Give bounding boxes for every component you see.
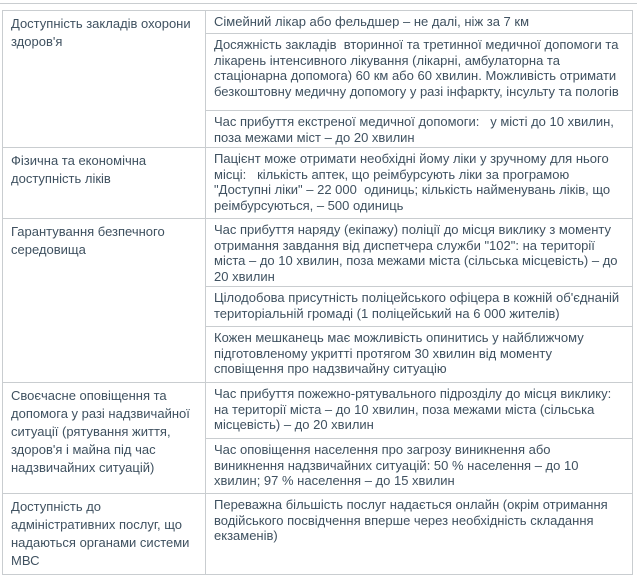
- item-cell-family-doctor: Сімейний лікар або фельдшер – не далі, ніж за 7 км: [206, 11, 633, 34]
- category-cell-medicine-access: Фізична та економічна доступність ліків: [3, 148, 206, 219]
- item-cell-police-presence: Цілодобова присутність поліцейського офіцера в кожній об'єднаній територіальній громаді (1 поліцейський на 6 000 жителів): [206, 287, 633, 327]
- top-rule: [0, 3, 637, 4]
- item-cell-shelter-access: Кожен мешканець має можливість опинитись у найближчому підготовленому укритті протягом 30 хвилин від моменту сповіщення про надзвичайну ситуацію: [206, 327, 633, 383]
- category-cell-safe-environment: Гарантування безпечного середовища: [3, 219, 206, 383]
- category-cell-health-facilities: Доступність закладів охорони здоров'я: [3, 11, 206, 148]
- item-cell-fire-rescue-arrival: Час прибуття пожежно-рятувального підрозділу до місця виклику: на території міста – до 10 хвилин, поза межами міста (сільська місцевість) – до 20 хвилин: [206, 383, 633, 439]
- category-cell-admin-services: Доступність до адміністративних послуг, що надаються органами системи МВС: [3, 494, 206, 575]
- item-cell-emergency-arrival: Час прибуття екстреної медичної допомоги: у місті до 10 хвилин, поза межами міст – до 20 хвилин: [206, 111, 633, 148]
- item-cell-patient-medicines: Пацієнт може отримати необхідні йому ліки у зручному для нього місці: кількість аптек, що реімбурсують ліки за програмою "Доступні ліки" – 22 000 одиниць; кількість найменувань ліків, що реімбурсуються, – 500 одиниць: [206, 148, 633, 219]
- item-cell-secondary-care: Досяжність закладів вторинної та третинної медичної допомоги та лікарень інтенсивного лікування (лікарні, амбулаторна та стаціонарна допомога) 60 км або 60 хвилин. Можливість отримати безкоштовну медичну допомогу у разі інфаркту, інсульту та пологів: [206, 34, 633, 111]
- item-cell-population-alert-time: Час оповіщення населення про загрозу виникнення або виникнення надзвичайних ситуацій: 50 % населення – до 10 хвилин; 97 % населення – до 15 хвилин: [206, 439, 633, 494]
- item-cell-online-services: Переважна більшість послуг надається онлайн (окрім отримання водійського посвідчення вперше через необхідність складання екзаменів): [206, 494, 633, 575]
- category-cell-emergency-alert: Своєчасне оповіщення та допомога у разі надзвичайної ситуації (рятування життя, здоров'я і майна під час надзвичайних ситуацій): [3, 383, 206, 494]
- standards-table: [2, 10, 633, 575]
- item-cell-police-arrival: Час прибуття наряду (екіпажу) поліції до місця виклику з моменту отримання завдання від диспетчера служби "102": на території міста – до 10 хвилин, поза межами міста (сільська місцевість) – до 20 хвилин: [206, 219, 633, 287]
- page: [0, 3, 637, 575]
